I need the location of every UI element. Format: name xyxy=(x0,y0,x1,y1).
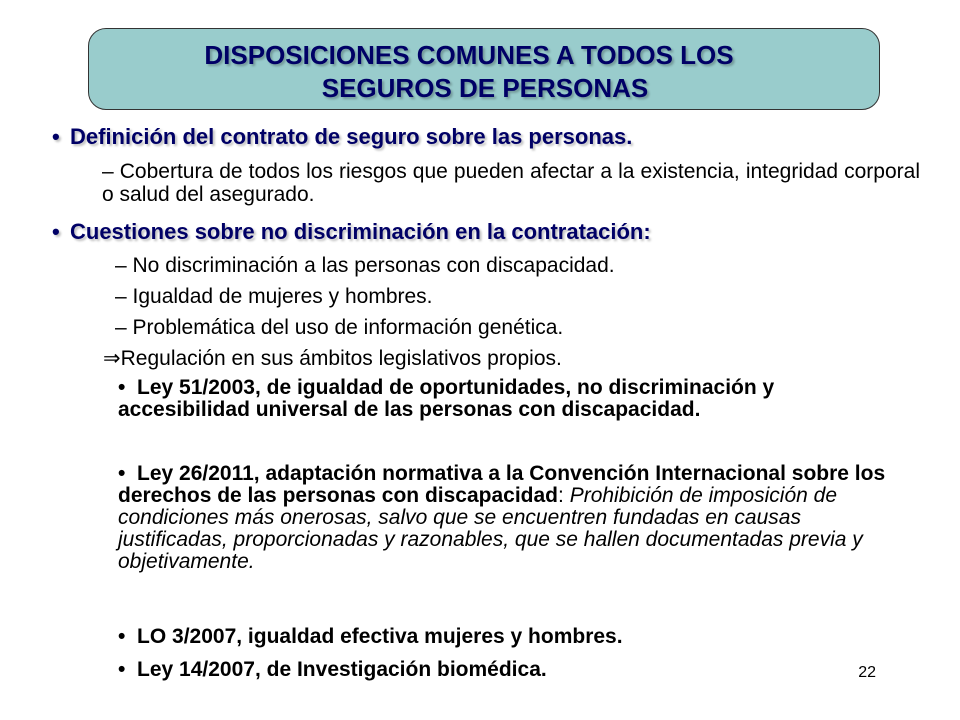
law-1: • Ley 51/2003, de igualdad de oportunidades, no discriminación y accesibilidad universal de las personas con discapacidad. xyxy=(118,376,775,421)
section1-heading: Definición del contrato de seguro sobre las personas. xyxy=(70,124,633,149)
law-4-text: Ley 14/2007, de Investigación biomédica. xyxy=(137,658,547,681)
title-line-1: DISPOSICIONES COMUNES A TODOS LOS xyxy=(204,40,734,70)
law-2-italic-text: Prohibición de imposición de condiciones más onerosas, salvo que se encuentren fundadas en causas justificadas, proporcionadas y razonables, que se hallen documentadas previa y objetivamente. xyxy=(118,484,863,573)
title-box xyxy=(88,28,880,110)
section2-bullet: • xyxy=(52,219,60,244)
law-2-bold-text: Ley 26/2011, adaptación normativa a la Convención Internacional sobre los derechos de las personas con discapacidad xyxy=(118,462,886,507)
section1-item-1: – Cobertura de todos los riesgos que pueden afectar a la existencia, integridad corporal o salud del asegurado. xyxy=(102,160,920,206)
law-3: • LO 3/2007, igualdad efectiva mujeres y hombres. xyxy=(118,625,623,648)
law-2: • Ley 26/2011, adaptación normativa a la Convención Internacional sobre los derechos de las personas con discapacidad: Prohibición de imposición de condiciones más onerosas, salvo que se encuentren fundadas en causas justificadas, proporcionadas y razonables, que se hallen documentadas previa y objetivamente. xyxy=(118,462,886,573)
law-1-text: Ley 51/2003, de igualdad de oportunidades, no discriminación y accesibilidad universal de las personas con discapacidad. xyxy=(118,376,775,421)
title-line-2: SEGUROS DE PERSONAS xyxy=(321,73,649,103)
section2-item-1: – No discriminación a las personas con discapacidad. xyxy=(115,254,615,277)
section2-heading: Cuestiones sobre no discriminación en la contratación: xyxy=(70,219,651,244)
section2-item-3: – Problemática del uso de información genética. xyxy=(115,316,564,339)
law-2-colon: : xyxy=(558,484,570,507)
law-4: • Ley 14/2007, de Investigación biomédica. xyxy=(118,658,547,681)
regulation-line xyxy=(103,347,562,370)
page-number: 22 xyxy=(858,664,876,681)
implies-arrow-icon: ⇒ xyxy=(103,347,121,370)
section1-bullet: • xyxy=(52,124,60,149)
section2-item-2: – Igualdad de mujeres y hombres. xyxy=(115,285,433,308)
law-3-text: LO 3/2007, igualdad efectiva mujeres y hombres. xyxy=(137,625,623,648)
regulation-text: Regulación en sus ámbitos legislativos propios. xyxy=(120,347,562,370)
